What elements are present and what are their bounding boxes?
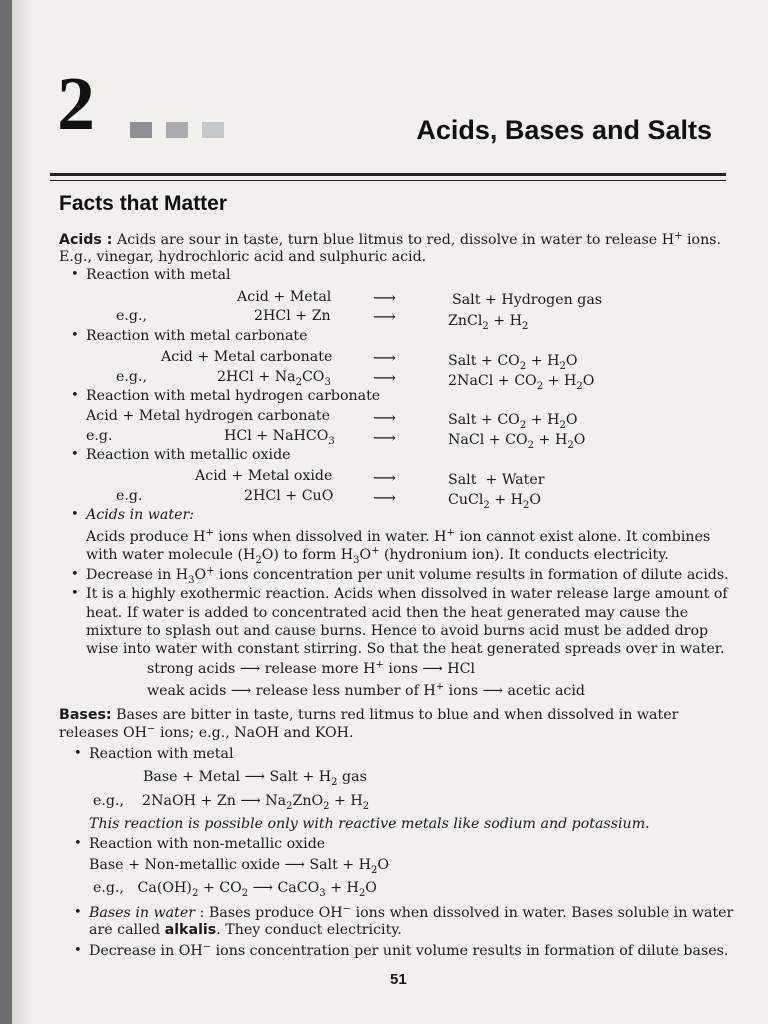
text-line-r6l: e.g. bbox=[86, 428, 113, 444]
reaction-arrow-icon: ⟶ bbox=[373, 307, 396, 326]
text-line-r1b: Salt + Hydrogen gas bbox=[452, 292, 603, 308]
text-line-l4: Reaction with metal carbonate bbox=[86, 328, 308, 344]
text-line-l10: Decrease in $H_3O^+$ ions concentration per unit volume results in formation of dilute acids. bbox=[86, 565, 729, 586]
bullet-dot: • bbox=[71, 447, 79, 462]
text-line-r5a: Acid + Metal hydrogen carbonate bbox=[86, 408, 331, 424]
reaction-arrow-icon: ⟶ bbox=[373, 368, 396, 387]
text-line-r8l: e.g. bbox=[116, 488, 143, 504]
text-line-r1a: Acid + Metal bbox=[237, 289, 332, 305]
text-line-r2l: e.g., bbox=[116, 308, 148, 324]
text-line-l22: This reaction is possible only with reactive metals like sodium and potassium. bbox=[89, 816, 650, 832]
text-line-r7a: Acid + Metal oxide bbox=[195, 468, 333, 484]
bullet-dot: • bbox=[74, 746, 82, 761]
reaction-arrow-icon: ⟶ bbox=[373, 488, 396, 507]
text-line-l1: Acids : Acids are sour in taste, turn blue litmus to red, dissolve in water to release H+ ions. bbox=[59, 230, 722, 248]
bullet-dot: • bbox=[74, 943, 82, 958]
reaction-arrow-icon: ⟶ bbox=[373, 348, 396, 367]
text-line-r7b: Salt + Water bbox=[448, 472, 545, 488]
text-line-l2: E.g., vinegar, hydrochloric acid and sulphuric acid. bbox=[59, 249, 427, 265]
text-line-r6b: NaCl + $CO_2 + H_2O$ bbox=[448, 432, 586, 451]
text-line-r2a: 2HCl + Zn bbox=[254, 308, 331, 324]
text-line-l12: heat. If water is added to concentrated acid then the heat generated may cause the bbox=[86, 605, 689, 621]
text-line-l3: Reaction with metal bbox=[86, 267, 231, 283]
title-rule-thick bbox=[50, 173, 726, 176]
text-line-l9: with water molecule $(H_2O)$ to form $H_3O^+$ (hydronium ion). It conducts electricity. bbox=[86, 545, 669, 566]
decor-square-3 bbox=[202, 122, 224, 138]
text-line-l5: Reaction with metal hydrogen carbonate bbox=[86, 388, 381, 404]
text-line-l11: It is a highly exothermic reaction. Acids when dissolved in water release large amount of bbox=[86, 586, 728, 602]
reaction-arrow-icon: ⟶ bbox=[373, 408, 396, 427]
reaction-arrow-icon: ⟶ bbox=[373, 428, 396, 447]
page-number: 51 bbox=[390, 971, 407, 988]
text-line-r2b: ZnCl$_2$ + $H_2$ bbox=[448, 313, 529, 332]
textbook-page bbox=[12, 0, 768, 1024]
bullet-dot: • bbox=[71, 267, 79, 282]
bullet-dot: • bbox=[71, 388, 79, 403]
text-line-r3a: Acid + Metal carbonate bbox=[161, 349, 333, 365]
text-line-l25: e.g., $Ca(OH)_2 + CO_2$ ⟶ CaCO$_3$ + $H_2O$ bbox=[93, 880, 377, 899]
bullet-dot: • bbox=[71, 586, 79, 601]
decor-square-1 bbox=[130, 122, 152, 138]
text-line-r8b: CuCl$_2$ + $H_2O$ bbox=[448, 492, 542, 511]
text-line-l17: Bases: Bases are bitter in taste, turns red litmus to blue and when dissolved in water bbox=[59, 707, 679, 723]
bullet-dot: • bbox=[71, 507, 79, 522]
text-line-l23: Reaction with non-metallic oxide bbox=[89, 836, 326, 852]
text-line-r4b: 2NaCl + $CO_2 + H_2O$ bbox=[448, 373, 595, 392]
chapter-title: Acids, Bases and Salts bbox=[416, 115, 712, 145]
text-line-l8: Acids produce H+ ions when dissolved in water. H+ ion cannot exist alone. It combines bbox=[86, 527, 711, 545]
text-line-l19: Reaction with metal bbox=[89, 746, 234, 762]
title-rule-thin bbox=[50, 180, 726, 181]
text-line-r4l: e.g., bbox=[116, 369, 148, 385]
chapter-number: 2 bbox=[57, 62, 95, 146]
text-line-l16: weak acids ⟶ release less number of H+ ions ⟶ acetic acid bbox=[147, 681, 585, 699]
text-line-l27: are called alkalis. They conduct electricity. bbox=[89, 922, 402, 938]
text-line-l28: Decrease in OH− ions concentration per unit volume results in formation of dilute bases. bbox=[89, 941, 729, 959]
text-line-r5b: Salt + $CO_2 + H_2O$ bbox=[448, 412, 578, 431]
text-line-l7: Acids in water: bbox=[86, 507, 195, 523]
bullet-dot: • bbox=[71, 328, 79, 343]
section-heading: Facts that Matter bbox=[59, 192, 228, 215]
text-line-r6a: HCl + NaHCO$_3$ bbox=[224, 428, 335, 447]
bullet-dot: • bbox=[74, 905, 82, 920]
text-line-l24: Base + Non-metallic oxide ⟶ Salt + $H_2O$ bbox=[89, 857, 390, 876]
text-line-r8a: 2HCl + CuO bbox=[244, 488, 334, 504]
decor-square-2 bbox=[166, 122, 188, 138]
bullet-dot: • bbox=[71, 567, 79, 582]
reaction-arrow-icon: ⟶ bbox=[373, 288, 396, 307]
text-line-r3b: Salt + $CO_2 + H_2O$ bbox=[448, 353, 578, 372]
text-line-l14: wise into water with constant stirring. So that the heat generated spreads over in water. bbox=[86, 641, 725, 657]
text-line-l26: Bases in water : Bases produce OH− ions when dissolved in water. Bases soluble in water bbox=[89, 903, 734, 921]
text-line-l18: releases OH− ions; e.g., NaOH and KOH. bbox=[59, 723, 354, 741]
bullet-dot: • bbox=[74, 836, 82, 851]
text-line-l6: Reaction with metallic oxide bbox=[86, 447, 291, 463]
reaction-arrow-icon: ⟶ bbox=[373, 468, 396, 487]
text-line-l20: Base + Metal ⟶ Salt + $H_2$ gas bbox=[143, 769, 367, 788]
text-line-l15: strong acids ⟶ release more H+ ions ⟶ HCl bbox=[147, 659, 476, 677]
text-line-l21: e.g., 2NaOH + Zn ⟶ $Na_2ZnO_2 + H_2$ bbox=[93, 793, 370, 812]
text-line-l13: mixture to splash out and cause burns. Hence to avoid burns acid must be added drop bbox=[86, 623, 709, 639]
text-line-r4a: $2HCl + Na_2CO_3$ bbox=[217, 369, 331, 388]
